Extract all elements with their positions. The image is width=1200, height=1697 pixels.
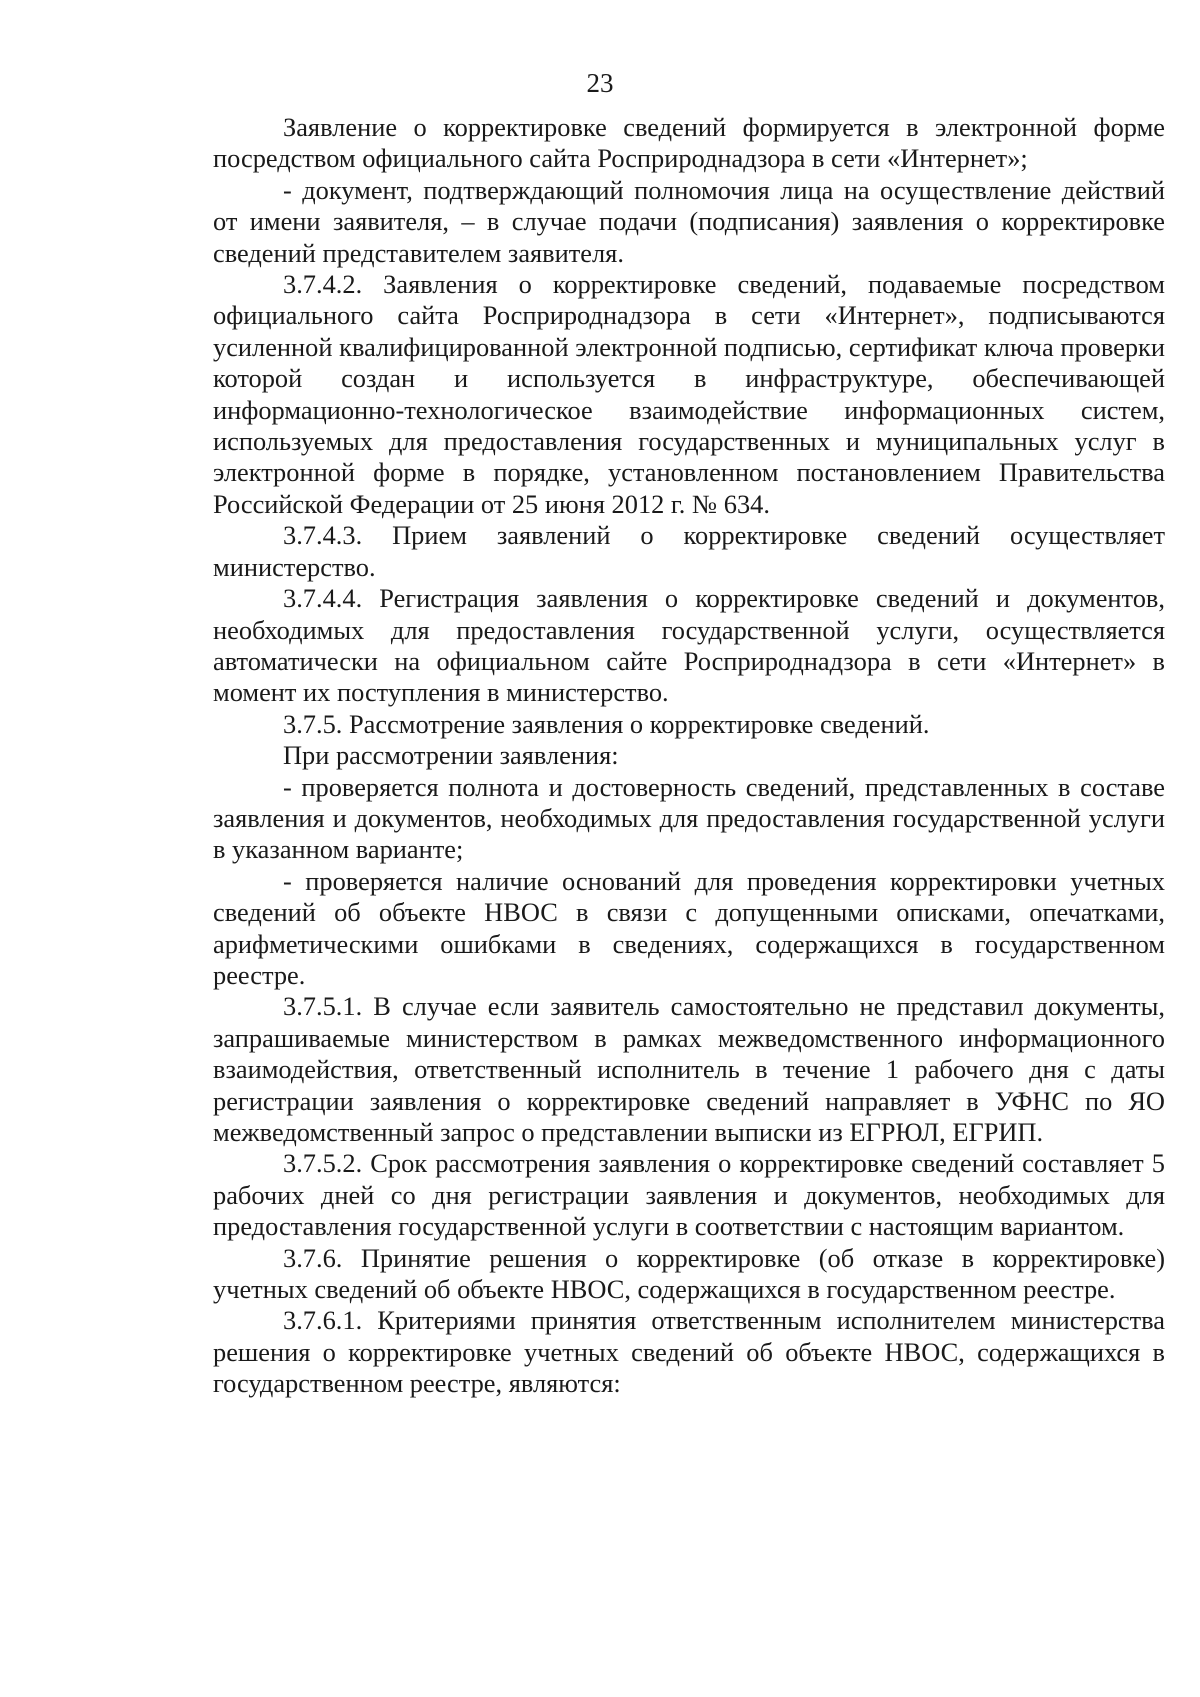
document-body [213,112,1165,1400]
page-number: 23 [586,68,614,98]
paragraph: При рассмотрении заявления: [283,740,619,771]
paragraph: 3.7.6. Принятие решения о корректировке (об отказе в корректировке) учетных сведений об объекте НВОС, содержащихся в государственном реестре. [213,1242,1165,1305]
list-item: - документ, подтверждающий полномочия лица на осуществление действий от имени заявителя, – в случае подачи (подписания) заявления о корректировке сведений представителем заявителя. [213,174,1165,268]
paragraph: 3.7.5.2. Срок рассмотрения заявления о корректировке сведений составляет 5 рабочих дней со дня регистрации заявления и документов, необходимых для предоставления государственной услуги в соответствии с настоящим вариантом. [213,1148,1165,1242]
list-item: - проверяется наличие оснований для проведения корректировки учетных сведений об объекте НВОС в связи с допущенными описками, опечатками, арифметическими ошибками в сведениях, содержащихся в государственном реестре. [213,865,1165,990]
paragraph: 3.7.6.1. Критериями принятия ответственным исполнителем министерства решения о корректировке учетных сведений об объекте НВОС, содержащихся в государственном реестре, являются: [213,1305,1165,1399]
paragraph: Заявление о корректировке сведений формируется в электронной форме посредством официального сайта Росприроднадзора в сети «Интернет»; [213,112,1165,174]
paragraph: 3.7.4.2. Заявления о корректировке сведений, подаваемые посредством официального сайта Росприроднадзора в сети «Интернет», подписываются усиленной квалифицированной электронной подписью, сертификат ключа проверки которой создан и используется в инфраструктуре, обеспечивающей информационно-технологическое взаимодействие информационных систем, используемых для предоставления государственных и муниципальных услуг в электронной форме в порядке, установленном постановлением Правительства Российской Федерации от 25 июня 2012 г. № 634. [213,269,1165,519]
paragraph: 3.7.4.4. Регистрация заявления о корректировке сведений и документов, необходимых для предоставления государственной услуги, осуществляется автоматически на официальном сайте Росприроднадзора в сети «Интернет» в момент их поступления в министерство. [213,583,1165,708]
paragraph: 3.7.5.1. В случае если заявитель самостоятельно не представил документы, запрашиваемые министерством в рамках межведомственного информационного взаимодействия, ответственный исполнитель в течение 1 рабочего дня с даты регистрации заявления о корректировке сведений направляет в УФНС по ЯО межведомственный запрос о представлении выписки из ЕГРЮЛ, ЕГРИП. [213,991,1165,1147]
paragraph: 3.7.5. Рассмотрение заявления о корректировке сведений. [283,708,930,739]
list-item: - проверяется полнота и достоверность сведений, представленных в составе заявления и документов, необходимых для предоставления государственной услуги в указанном варианте; [213,771,1165,865]
paragraph: 3.7.4.3. Прием заявлений о корректировке сведений осуществляет министерство. [213,520,1165,582]
